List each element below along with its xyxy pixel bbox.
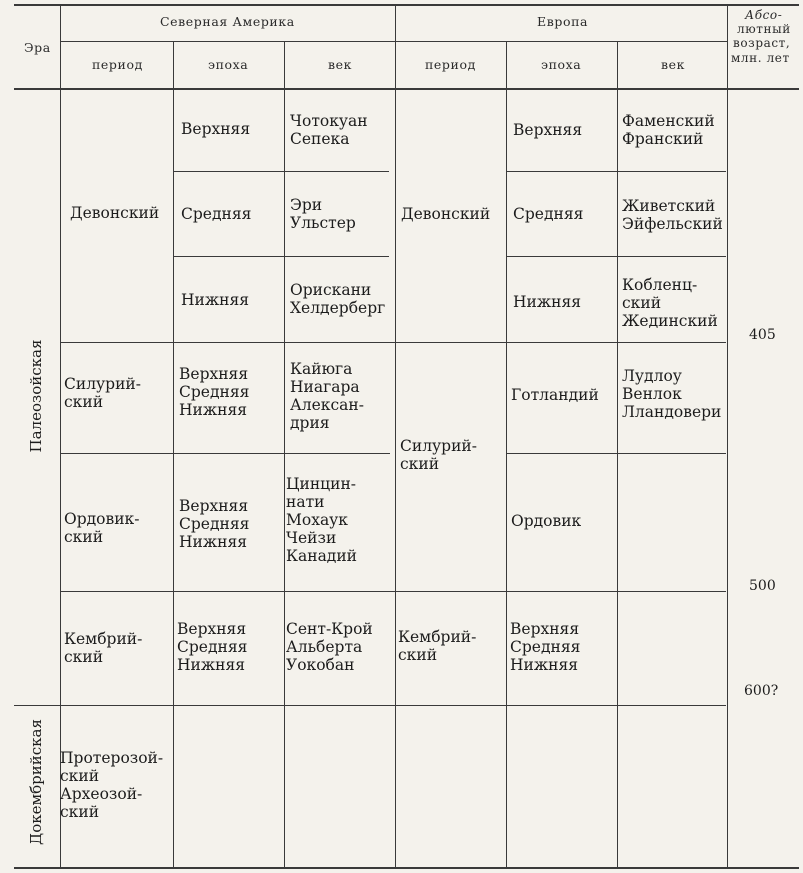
eu-cambrian-epochs: Верхняя Средняя Нижняя <box>510 620 581 674</box>
eu-period-subheader: период <box>425 57 476 72</box>
na-devonian-lower-epoch: Нижняя <box>181 291 249 309</box>
header-bottom-border <box>14 88 799 90</box>
bottom-border <box>14 867 799 869</box>
na-age-subheader: век <box>328 57 353 72</box>
na-cambrian-period: Кембрий- ский <box>64 630 143 666</box>
eu-devonian-lower-ages: Кобленц- ский Жединский <box>622 276 718 330</box>
eu-age-divider <box>617 41 618 867</box>
eu-devonian-upper-epoch: Верхняя <box>513 121 583 139</box>
na-ordovician-period: Ордовик- ский <box>64 510 140 546</box>
abs-age-500: 500 <box>749 578 776 594</box>
devonian-silurian-divider <box>60 342 726 343</box>
silurian-ordovician-divider-na <box>60 453 390 454</box>
na-devonian-upper-ages: Чотокуан Сепека <box>290 112 368 148</box>
na-epoch-divider <box>173 41 174 867</box>
paleozoic-precambrian-divider <box>14 705 726 706</box>
eu-age-subheader: век <box>661 57 686 72</box>
abs-age-header-line4: млн. лет <box>731 51 790 65</box>
eu-devonian-lower-epoch: Нижняя <box>513 293 581 311</box>
na-cambrian-ages: Сент-Крой Альберта Уокобан <box>286 620 373 674</box>
na-devonian-lower-ages: Орискани Хелдерберг <box>290 281 386 317</box>
na-precambrian-periods: Протерозой- ский Археозой- ский <box>60 749 164 821</box>
era-paleozoic-label: Палеозойская <box>27 339 45 453</box>
top-border <box>14 4 799 6</box>
na-eu-divider <box>395 5 396 867</box>
devonian-upper-divider-na <box>174 171 389 172</box>
abs-age-header-line3: возраст, <box>733 36 791 50</box>
abs-age-header-line1: Абсо- <box>745 8 783 22</box>
na-devonian-middle-ages: Эри Ульстер <box>290 196 356 232</box>
abs-age-600: 600? <box>744 683 779 699</box>
ordovician-cambrian-divider <box>60 591 726 592</box>
na-silurian-ages: Кайюга Ниагара Алексан- дрия <box>290 360 364 432</box>
era-header: Эра <box>24 40 51 55</box>
eu-devonian-upper-ages: Фаменский Франский <box>622 112 715 148</box>
na-devonian-period: Девонский <box>70 204 160 222</box>
eu-silurian-epoch: Готландий <box>511 386 599 404</box>
era-precambrian-label: Докембрийская <box>27 719 45 845</box>
na-age-divider <box>284 41 285 867</box>
eu-epoch-subheader: эпоха <box>541 57 582 72</box>
devonian-upper-divider-eu <box>506 171 726 172</box>
na-silurian-epochs: Верхняя Средняя Нижняя <box>179 365 250 419</box>
eu-devonian-middle-ages: Живетский Эйфельский <box>622 197 723 233</box>
na-ordovician-epochs: Верхняя Средняя Нижняя <box>179 497 250 551</box>
abs-age-header-line2: лютный <box>737 22 791 36</box>
eu-epoch-divider <box>506 41 507 867</box>
devonian-middle-divider-na <box>174 256 389 257</box>
silurian-ordovician-divider-eu <box>506 453 726 454</box>
na-cambrian-epochs: Верхняя Средняя Нижняя <box>177 620 248 674</box>
abs-age-divider <box>727 5 728 867</box>
na-period-subheader: период <box>92 57 143 72</box>
eu-devonian-middle-epoch: Средняя <box>513 205 584 223</box>
eu-silurian-ages: Лудлоу Венлок Лландовери <box>622 367 722 421</box>
eu-ordovician-epoch: Ордовик <box>511 512 582 530</box>
eu-devonian-period: Девонский <box>401 205 491 223</box>
devonian-middle-divider-eu <box>506 256 726 257</box>
na-ordovician-ages: Цинцин- нати Мохаук Чейзи Канадий <box>286 475 358 565</box>
na-epoch-subheader: эпоха <box>208 57 249 72</box>
north-america-header: Северная Америка <box>160 14 295 29</box>
header-sub-divider <box>60 41 728 42</box>
na-devonian-middle-epoch: Средняя <box>181 205 252 223</box>
abs-age-405: 405 <box>749 327 776 343</box>
europe-header: Европа <box>537 14 589 29</box>
na-devonian-upper-epoch: Верхняя <box>181 120 251 138</box>
eu-silurian-period: Силурий- ский <box>400 437 477 473</box>
era-column-divider <box>60 5 61 868</box>
eu-cambrian-period: Кембрий- ский <box>398 628 477 664</box>
na-silurian-period: Силурий- ский <box>64 375 141 411</box>
